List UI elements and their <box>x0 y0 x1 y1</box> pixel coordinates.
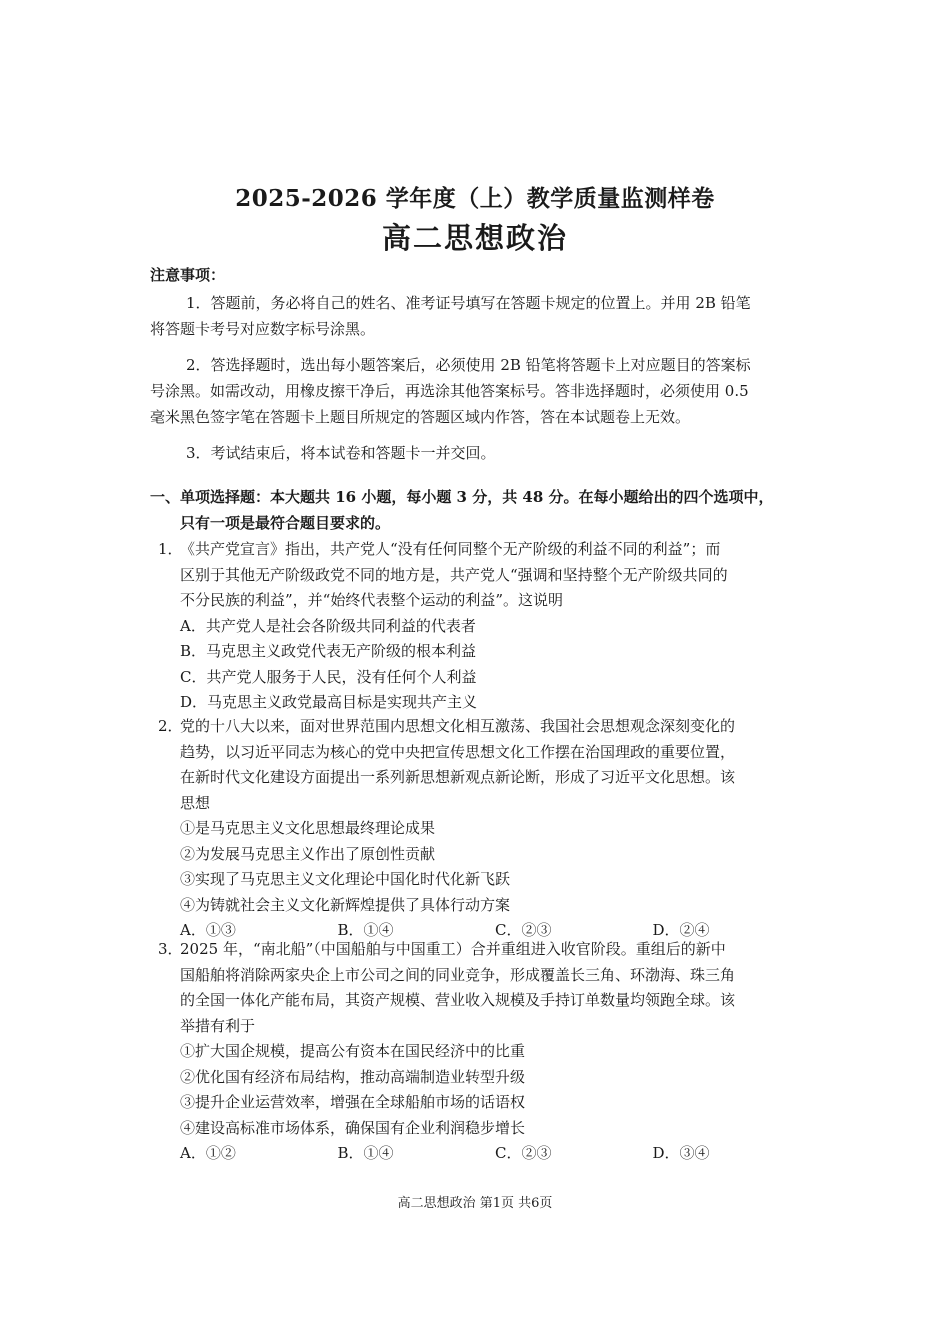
notice-item-2-line-1: 2．答选择题时，选出每小题答案后，必须使用 2B 铅笔将答题卡上对应题目的答案标 <box>186 356 751 374</box>
section-1-heading <box>150 484 810 536</box>
question-2-number: 2． <box>158 717 183 735</box>
question-2-choice-b: B．①④ <box>337 921 394 939</box>
question-2-statement-4: ④为铸就社会主义文化新辉煌提供了具体行动方案 <box>180 895 511 914</box>
question-3-choice-d: D．③④ <box>652 1144 710 1162</box>
question-3-line-3: 的全国一体化产能布局，其资产规模、营业收入规模及手持订单数量均领跑全球。该 <box>180 991 736 1009</box>
question-3-statement-4: ④建设高标准市场体系，确保国有企业利润稳步增长 <box>180 1118 526 1137</box>
notice-item-3 <box>150 440 800 466</box>
question-3-choice-b: B．①④ <box>337 1144 394 1162</box>
section-1-heading-line-1: 一、单项选择题：本大题共 16 小题，每小题 3 分，共 48 分。在每小题给出的四个选项中， <box>150 488 774 506</box>
question-1-number: 1． <box>158 540 183 558</box>
question-1-option-b: B．马克思主义政党代表无产阶级的根本利益 <box>180 642 477 660</box>
question-2-choice-d: D．②④ <box>652 921 710 939</box>
subject-title: 高二思想政治 <box>381 221 568 255</box>
notice-item-2 <box>150 352 800 430</box>
question-1-option-a: A．共产党人是社会各阶级共同利益的代表者 <box>180 616 476 635</box>
question-3-statement-3: ③提升企业运营效率，增强在全球船舶市场的话语权 <box>180 1093 526 1111</box>
question-2-statement-3: ③实现了马克思主义文化理论中国化时代化新飞跃 <box>180 870 511 888</box>
question-2-line-4: 思想 <box>180 793 211 812</box>
question-1-line-2: 区别于其他无产阶级政党不同的地方是，共产党人“强调和坚持整个无产阶级共同的 <box>180 565 728 584</box>
question-3-line-1: 2025 年，“南北船”（中国船舶与中国重工）合并重组进入收官阶段。重组后的新中 <box>180 940 726 958</box>
question-3-choice-a: A．①② <box>180 1144 236 1162</box>
question-3-line-2: 国船舶将消除两家央企上市公司之间的同业竞争，形成覆盖长三角、环渤海、珠三角 <box>180 965 736 984</box>
exam-title: 2025-2026 学年度（上）教学质量监测样卷 <box>235 185 715 212</box>
question-3-line-4: 举措有利于 <box>180 1016 256 1035</box>
question-3-statement-1: ①扩大国企规模，提高公有资本在国民经济中的比重 <box>180 1042 526 1060</box>
page-footer: 高二思想政治 第1页 共6页 <box>397 1196 553 1211</box>
notice-item-1-line-2: 将答题卡考号对应数字标号涂黑。 <box>150 320 376 338</box>
notice-item-2-line-2: 号涂黑。如需改动，用橡皮擦干净后，再选涂其他答案标号。答非选择题时，必须使用 0.5 <box>150 382 749 400</box>
notice-item-3-line: 3．考试结束后，将本试卷和答题卡一并交回。 <box>186 444 496 462</box>
notice-item-2-line-3: 毫米黑色签字笔在答题卡上题目所规定的答题区域内作答，答在本试题卷上无效。 <box>150 408 691 426</box>
question-3-choices <box>150 1141 810 1167</box>
question-2-choice-c: C．②③ <box>495 921 552 939</box>
question-1-stem <box>150 537 810 614</box>
question-2-line-2: 趋势，以习近平同志为核心的党中央把宣传思想文化工作摆在治国理政的重要位置， <box>180 742 736 761</box>
question-3-statement-2: ②优化国有经济布局结构，推动高端制造业转型升级 <box>180 1067 526 1086</box>
section-1-heading-line-2: 只有一项是最符合题目要求的。 <box>180 514 391 532</box>
question-3-number: 3． <box>158 940 183 958</box>
question-2-line-1: 党的十八大以来，面对世界范围内思想文化相互激荡、我国社会思想观念深刻变化的 <box>180 717 736 735</box>
question-1 <box>150 537 810 716</box>
question-3-choice-c: C．②③ <box>495 1144 552 1162</box>
question-3 <box>150 937 810 1167</box>
question-2-statement-1: ①是马克思主义文化思想最终理论成果 <box>180 819 436 837</box>
question-1-line-1: 《共产党宣言》指出，共产党人“没有任何同整个无产阶级的利益不同的利益”；而 <box>180 540 721 558</box>
question-1-option-c: C．共产党人服务于人民，没有任何个人利益 <box>180 667 477 686</box>
question-2-line-3: 在新时代文化建设方面提出一系列新思想新观点新论断，形成了习近平文化思想。该 <box>180 768 736 786</box>
question-2-stem <box>150 714 810 816</box>
question-1-option-d: D．马克思主义政党最高目标是实现共产主义 <box>180 693 478 711</box>
notice-item-1-line-1: 1．答题前，务必将自己的姓名、准考证号填写在答题卡规定的位置上。并用 2B 铅笔 <box>186 294 751 312</box>
question-1-line-3: 不分民族的利益”，并“始终代表整个运动的利益”。这说明 <box>180 591 564 609</box>
question-2-statement-2: ②为发展马克思主义作出了原创性贡献 <box>180 844 436 863</box>
question-2 <box>150 714 810 944</box>
notice-heading: 注意事项： <box>150 266 226 284</box>
question-3-stem <box>150 937 810 1039</box>
question-2-choice-a: A．①③ <box>180 921 236 939</box>
notice-item-1 <box>150 290 800 342</box>
